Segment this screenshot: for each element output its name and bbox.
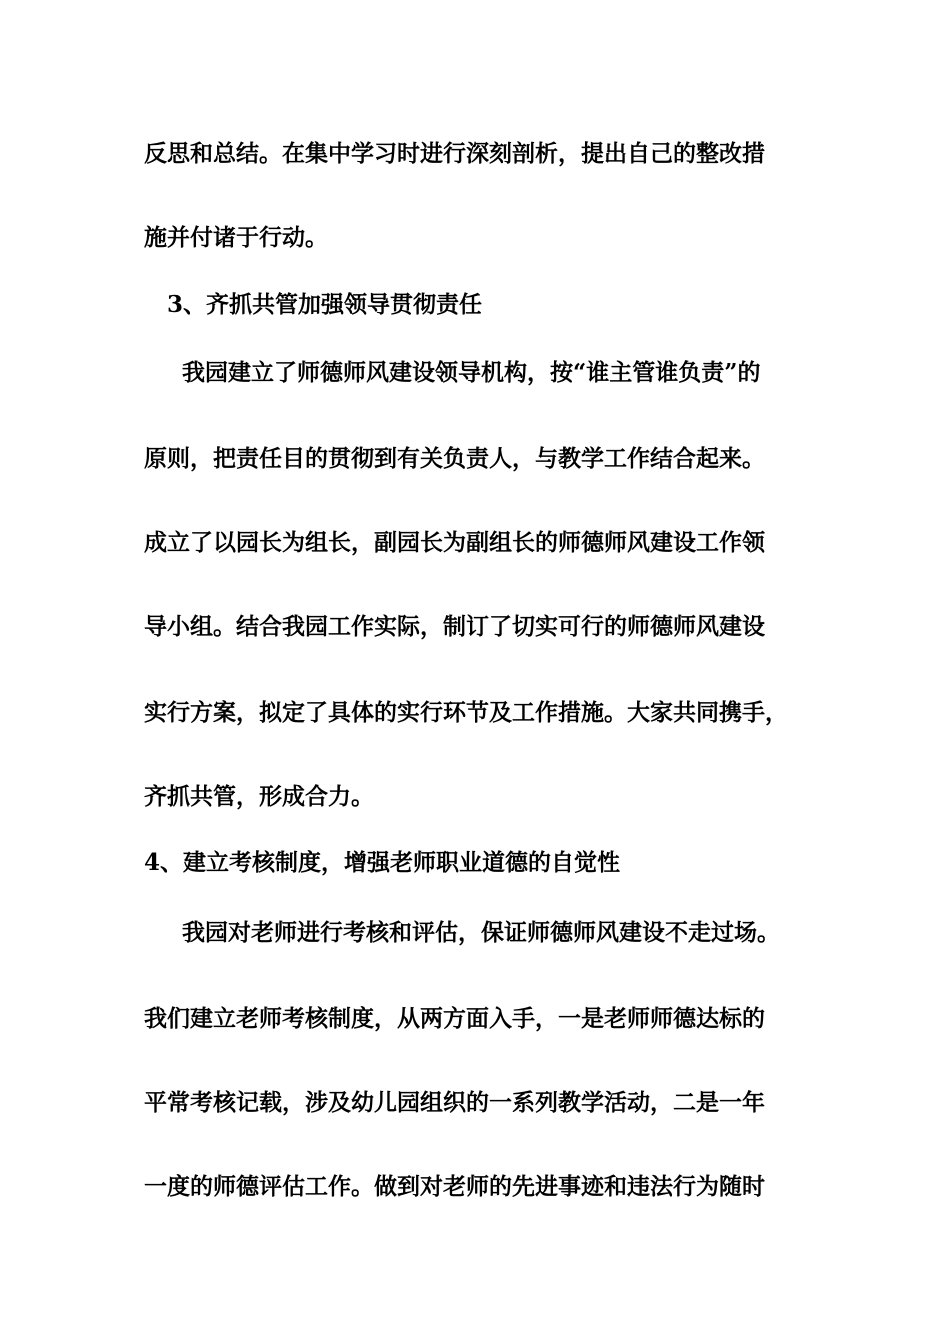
paragraph-line: 一度的师德评估工作。做到对老师的先进事迹和违法行为随时: [144, 1173, 765, 1200]
section-heading: 4、建立考核制度，增强老师职业道德的自觉性: [144, 849, 621, 876]
paragraph-line: 我们建立老师考核制度，从两方面入手，一是老师师德达标的: [144, 1005, 765, 1032]
paragraph-line: 齐抓共管，形成合力。: [144, 783, 374, 810]
paragraph-line: 我园对老师进行考核和评估，保证师德师风建设不走过场。: [182, 919, 780, 946]
paragraph-line: 平常考核记载，涉及幼儿园组织的一系列教学活动，二是一年: [144, 1089, 765, 1116]
paragraph-line: 实行方案，拟定了具体的实行环节及工作措施。大家共同携手，: [144, 699, 788, 726]
paragraph-line: 成立了以园长为组长，副园长为副组长的师德师风建设工作领: [144, 529, 765, 556]
paragraph-line: 导小组。结合我园工作实际，制订了切实可行的师德师风建设: [144, 613, 765, 640]
paragraph-line: 施并付诸于行动。: [144, 224, 328, 251]
paragraph-line: 反思和总结。在集中学习时进行深刻剖析，提出自己的整改措: [144, 140, 765, 167]
paragraph-line: 我园建立了师德师风建设领导机构，按“谁主管谁负责”的: [182, 359, 761, 386]
paragraph-line: 原则，把责任目的贯彻到有关负责人，与教学工作结合起来。: [144, 445, 765, 472]
section-heading: 3、齐抓共管加强领导贯彻责任: [167, 291, 483, 318]
